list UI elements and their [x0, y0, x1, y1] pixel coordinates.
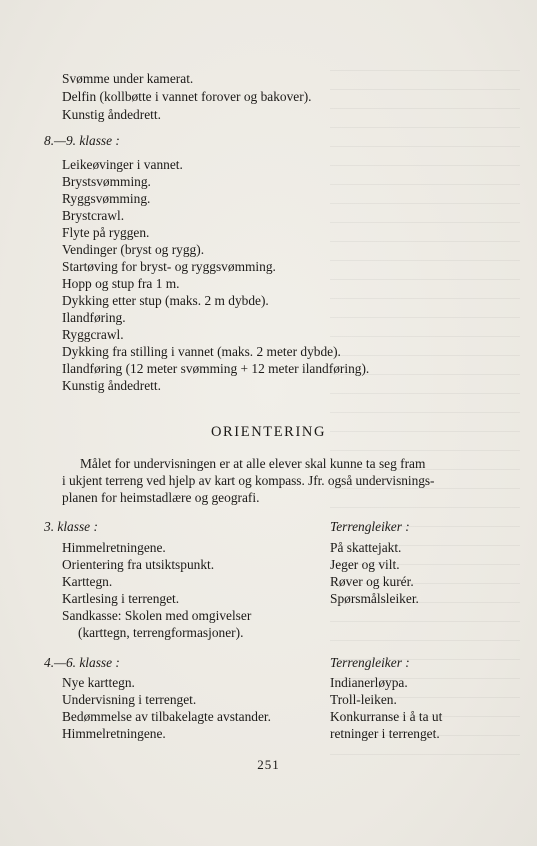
section-title-4-6: 4.—6. klasse : — [44, 655, 120, 670]
list-item: Kunstig åndedrett. — [62, 378, 161, 393]
list-item: Ilandføring. — [62, 310, 126, 325]
game-item: Troll-leiken. — [330, 692, 397, 707]
list-item: Ryggsvømming. — [62, 191, 151, 206]
list-item: Dykking fra stilling i vannet (maks. 2 meter dybde). — [62, 344, 341, 359]
list-item: Startøving for bryst- og ryggsvømming. — [62, 259, 276, 274]
text-line: Kunstig åndedrett. — [62, 107, 161, 122]
game-item: Røver og kurér. — [330, 574, 414, 589]
intro-line: planen for heimstadlære og geografi. — [62, 490, 260, 505]
text-line: Delfin (kollbøtte i vannet forover og bakover). — [62, 89, 312, 104]
list-item: Dykking etter stup (maks. 2 m dybde). — [62, 293, 269, 308]
list-item: Ilandføring (12 meter svømming + 12 meter ilandføring). — [62, 361, 370, 376]
intro-line: Målet for undervisningen er at alle elever skal kunne ta seg fram — [80, 456, 426, 471]
game-item: retninger i terrenget. — [330, 726, 440, 741]
list-item: Karttegn. — [62, 574, 113, 589]
game-item: Spørsmålsleiker. — [330, 591, 419, 606]
text-line: Svømme under kamerat. — [62, 71, 194, 86]
game-item: Indianerløypa. — [330, 675, 408, 690]
section-heading: ORIENTERING — [210, 424, 327, 440]
list-item: Ryggcrawl. — [62, 327, 124, 342]
list-item: Himmelretningene. — [62, 726, 166, 741]
games-title: Terrengleiker : — [330, 655, 410, 670]
game-item: På skattejakt. — [330, 540, 402, 555]
game-item: Konkurranse i å ta ut — [330, 709, 443, 724]
list-item: Nye karttegn. — [62, 675, 135, 690]
list-item: Himmelretningene. — [62, 540, 166, 555]
list-item: Brystcrawl. — [62, 208, 125, 223]
list-item: Vendinger (bryst og rygg). — [62, 242, 205, 257]
section-title-3: 3. klasse : — [44, 519, 98, 534]
list-item: Sandkasse: Skolen med omgivelser — [62, 608, 252, 623]
list-item: Orientering fra utsiktspunkt. — [62, 557, 215, 572]
list-item: Hopp og stup fra 1 m. — [62, 276, 180, 291]
list-item: Flyte på ryggen. — [62, 225, 150, 240]
page-number: 251 — [257, 757, 280, 772]
games-title: Terrengleiker : — [330, 519, 410, 534]
section-title-8-9: 8.—9. klasse : — [44, 133, 120, 148]
intro-line: i ukjent terreng ved hjelp av kart og kompass. Jfr. også undervisnings- — [62, 473, 435, 488]
list-item: Kartlesing i terrenget. — [62, 591, 180, 606]
list-item: Bedømmelse av tilbakelagte avstander. — [62, 709, 271, 724]
game-item: Jeger og vilt. — [330, 557, 400, 572]
list-item: (karttegn, terrengformasjoner). — [78, 625, 244, 640]
list-item: Leikeøvinger i vannet. — [62, 157, 183, 172]
list-item: Undervisning i terrenget. — [62, 692, 197, 707]
list-item: Brystsvømming. — [62, 174, 151, 189]
